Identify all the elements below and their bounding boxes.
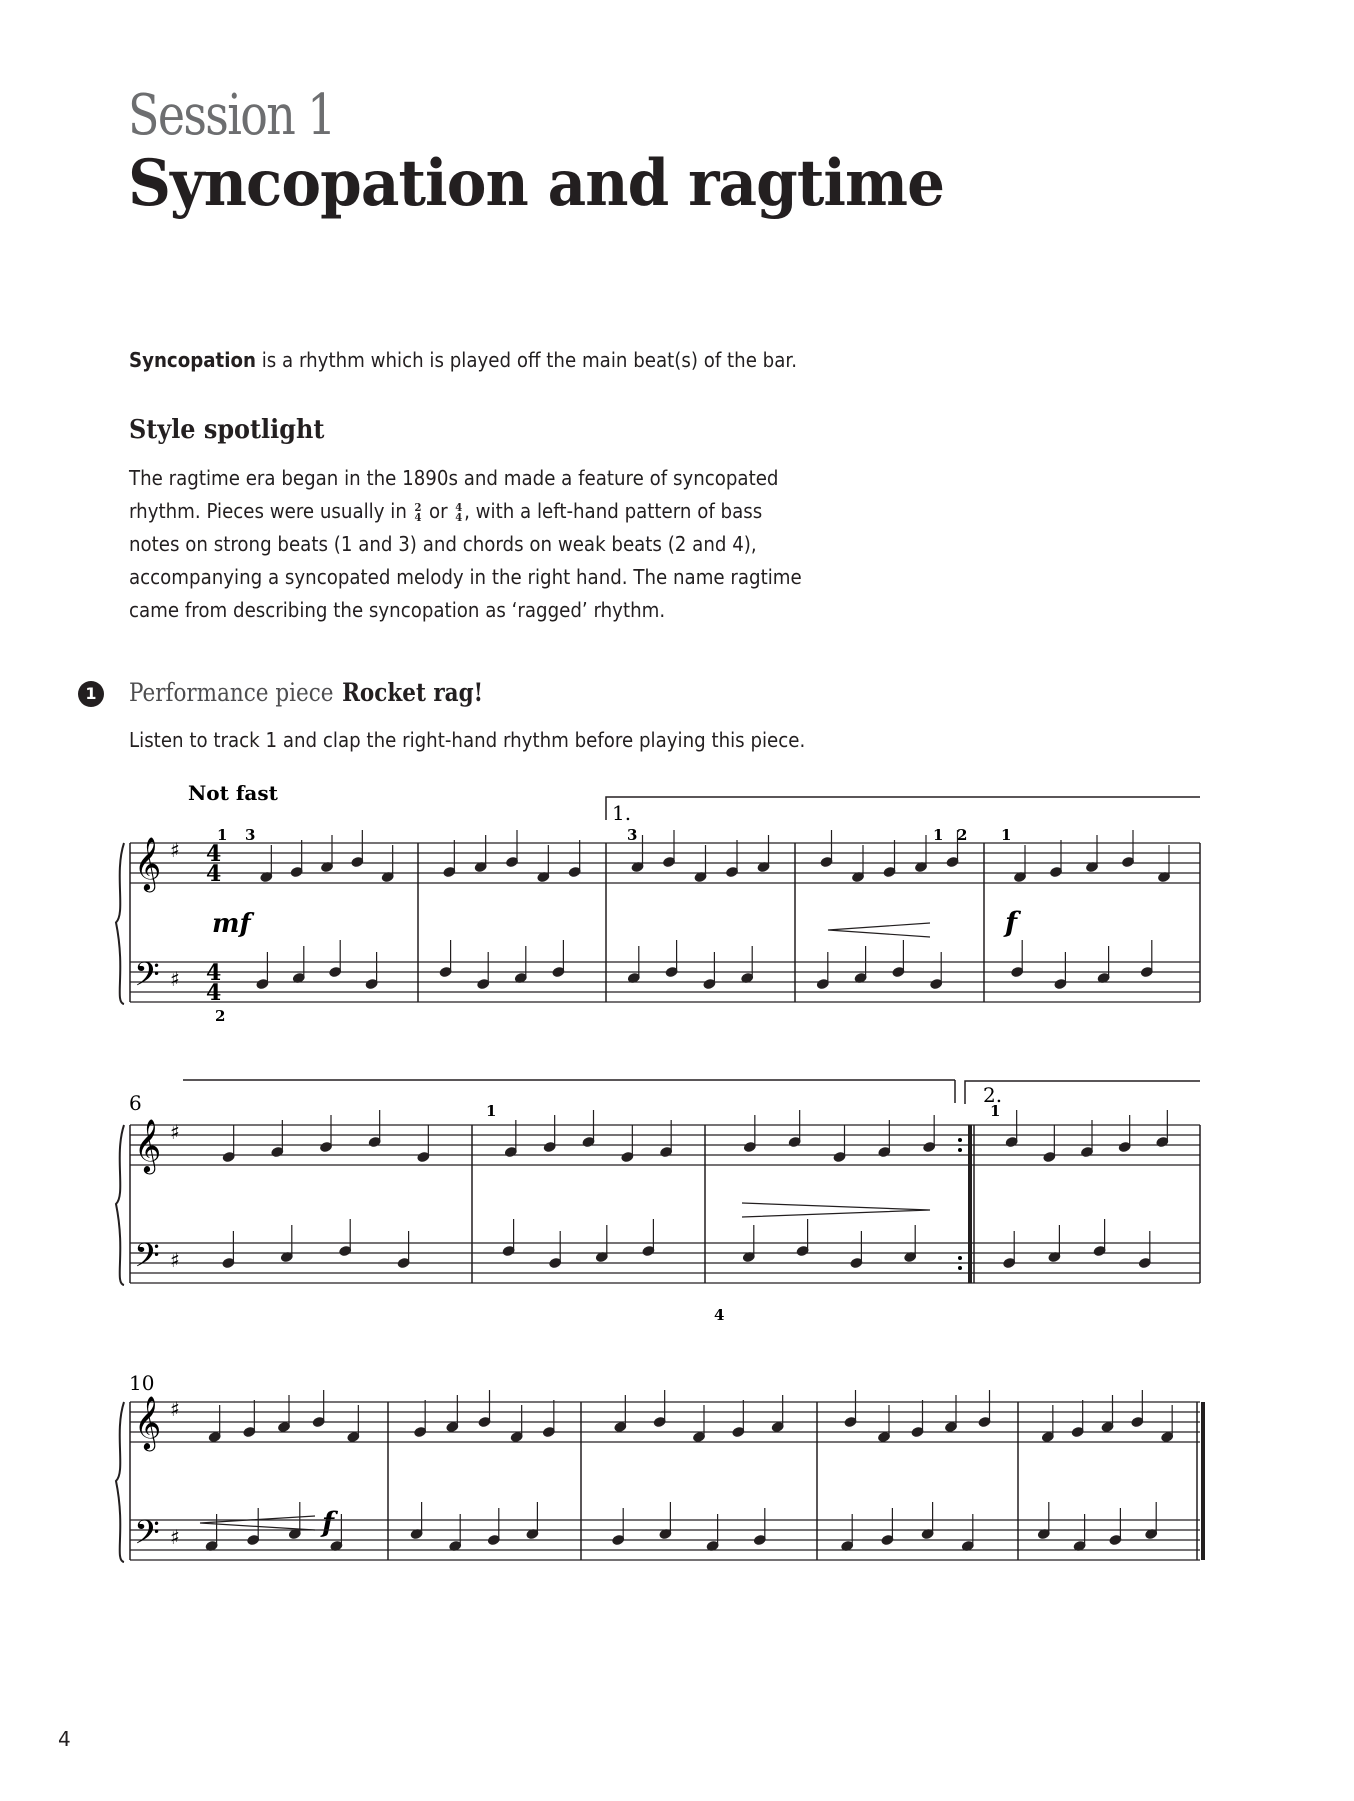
style-spotlight-paragraph (129, 462, 802, 627)
hairpin (200, 1516, 315, 1530)
dynamic-f: f (322, 1506, 335, 1539)
spotlight-line: The ragtime era began in the 1890s and made a feature of syncopated (129, 466, 779, 490)
bass-clef-icon: 𝄢 (134, 1514, 160, 1560)
fingering: 3 (627, 826, 638, 844)
time-signature-digit: 4 (206, 861, 222, 887)
music-score (0, 770, 1354, 1600)
fingering: 1 (217, 826, 228, 844)
treble-clef-icon: 𝄞 (134, 1395, 162, 1449)
activity-number-badge: 1 (78, 681, 104, 707)
activity-heading (129, 678, 483, 707)
repeat-dot (958, 1266, 962, 1270)
bass-clef-icon: 𝄢 (134, 1237, 160, 1283)
hairpin (742, 1203, 930, 1217)
spotlight-text: rhythm. Pieces were usually in (129, 499, 413, 523)
time-sig-top: 2 (414, 500, 422, 514)
intro-definition: is a rhythm which is played off the main beat(s) of the bar. (255, 348, 797, 372)
dynamic-mf: mf (212, 909, 251, 939)
spotlight-line: notes on strong beats (1 and 3) and chords on weak beats (2 and 4), (129, 532, 757, 556)
intro-paragraph (129, 348, 797, 372)
key-signature-sharp: ♯ (170, 838, 180, 862)
brace (116, 1402, 124, 1562)
brace (116, 1125, 124, 1285)
fingering: 4 (714, 1306, 725, 1324)
spotlight-text: or (423, 499, 454, 523)
key-signature-sharp: ♯ (170, 1248, 180, 1272)
measure-number: 6 (129, 1091, 142, 1115)
treble-clef-icon: 𝄞 (134, 836, 162, 890)
repeat-dot (958, 1148, 962, 1152)
volta-1-label: 1. (612, 801, 632, 825)
volta-bracket (606, 797, 1200, 820)
time-signature-4-4 (455, 500, 463, 524)
page-number: 4 (58, 1727, 71, 1751)
time-signature-digit: 4 (206, 980, 222, 1006)
spotlight-line: accompanying a syncopated melody in the right hand. The name ragtime (129, 565, 802, 589)
spotlight-line: came from describing the syncopation as ‘ragged’ rhythm. (129, 598, 666, 622)
session-label: Session 1 (128, 83, 335, 148)
time-sig-bottom: 4 (455, 510, 463, 524)
tempo-marking: Not fast (188, 781, 278, 805)
repeat-dot (958, 1256, 962, 1260)
measure-number: 10 (129, 1371, 155, 1395)
key-signature-sharp: ♯ (170, 967, 180, 991)
dynamic-f: f (1005, 906, 1018, 939)
time-sig-top: 4 (455, 500, 463, 514)
intro-term: Syncopation (129, 348, 256, 372)
fingering: 2 (215, 1007, 226, 1025)
time-signature-digit: 4 (206, 841, 222, 867)
time-sig-bottom: 4 (414, 510, 422, 524)
key-signature-sharp: ♯ (170, 1525, 180, 1549)
brace (116, 843, 124, 1004)
activity-instruction: Listen to track 1 and clap the right-hand rhythm before playing this piece. (129, 728, 806, 752)
piece-title: Rocket rag! (342, 678, 484, 707)
fingering: 1 (933, 826, 944, 844)
volta-2-label: 2. (983, 1083, 1003, 1107)
key-signature-sharp: ♯ (170, 1397, 180, 1421)
page-title: Syncopation and ragtime (128, 146, 945, 221)
key-signature-sharp: ♯ (170, 1120, 180, 1144)
time-signature-digit: 4 (206, 960, 222, 986)
time-signature-2-4 (414, 500, 422, 524)
hairpin (828, 923, 930, 937)
repeat-dot (958, 1138, 962, 1142)
style-spotlight-heading: Style spotlight (129, 415, 325, 445)
fingering: 1 (486, 1102, 497, 1120)
fingering: 2 (957, 826, 968, 844)
fingering: 1 (990, 1102, 1001, 1120)
spotlight-text: , with a left-hand pattern of bass (464, 499, 763, 523)
treble-clef-icon: 𝄞 (134, 1118, 162, 1172)
activity-type: Performance piece (129, 678, 334, 707)
fingering: 1 (1001, 826, 1012, 844)
bass-clef-icon: 𝄢 (134, 956, 160, 1002)
spotlight-line (129, 495, 802, 528)
fingering: 3 (245, 826, 256, 844)
